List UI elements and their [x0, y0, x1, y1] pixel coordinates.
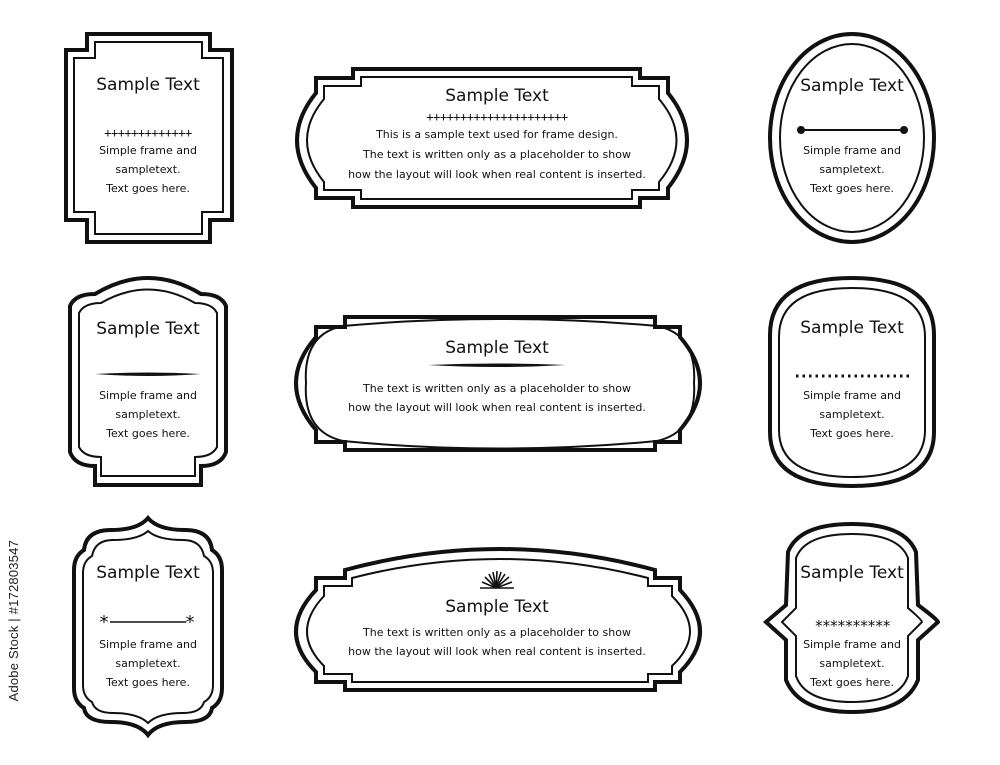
tapered-line-icon — [95, 373, 201, 377]
frame-3-line: Simple frame and — [803, 144, 901, 157]
frame-3-border — [770, 34, 934, 242]
frame-1-ornament: +++++++++++++ — [104, 126, 192, 140]
line-with-dots-icon — [797, 126, 908, 134]
frame-8-title: Sample Text — [445, 597, 549, 617]
frame-9-ornament: ********** — [814, 617, 890, 635]
frame-2-line: The text is written only as a placeholder to show — [363, 148, 631, 161]
frame-2-title: Sample Text — [445, 86, 549, 106]
frame-2-ornament: +++++++++++++++++++++ — [426, 110, 568, 124]
asterisk-line-icon — [100, 612, 195, 633]
frame-8-border — [296, 549, 700, 690]
frame-7-line: Simple frame and — [99, 638, 197, 651]
frame-9-title: Sample Text — [800, 563, 904, 583]
frame-4-title: Sample Text — [96, 319, 200, 339]
stock-id-label: Adobe Stock | #172803547 — [6, 540, 21, 702]
frame-1-line: sampletext. — [115, 163, 181, 176]
frame-5-title: Sample Text — [445, 338, 549, 358]
frame-2-line: This is a sample text used for frame design. — [376, 128, 618, 141]
svg-text:*: * — [99, 612, 109, 633]
frame-1-line: Text goes here. — [106, 182, 190, 195]
frame-3-line: Text goes here. — [810, 182, 894, 195]
sunburst-icon — [480, 571, 514, 588]
frame-4-border — [70, 278, 226, 485]
frame-7-line: Text goes here. — [106, 676, 190, 689]
frame-6-line: Text goes here. — [810, 427, 894, 440]
frame-3-title: Sample Text — [800, 76, 904, 96]
frame-4-line: Simple frame and — [99, 389, 197, 402]
tapered-line-icon — [428, 364, 566, 368]
svg-text:*: * — [185, 612, 195, 633]
frame-3-line: sampletext. — [819, 163, 885, 176]
frame-7-title: Sample Text — [96, 563, 200, 583]
frame-5-line: The text is written only as a placeholder to show — [363, 382, 631, 395]
frame-8-line: The text is written only as a placeholder to show — [363, 626, 631, 639]
frame-2-line: how the layout will look when real content is inserted. — [348, 168, 646, 181]
frame-9-line: sampletext. — [819, 657, 885, 670]
frame-1-title: Sample Text — [96, 75, 200, 95]
frame-6-line: Simple frame and — [803, 389, 901, 402]
frame-4-line: sampletext. — [115, 408, 181, 421]
frame-1-line: Simple frame and — [99, 144, 197, 157]
frame-4-line: Text goes here. — [106, 427, 190, 440]
frame-9-line: Text goes here. — [810, 676, 894, 689]
frame-7-border — [74, 518, 222, 735]
frame-7-line: sampletext. — [115, 657, 181, 670]
frame-6-title: Sample Text — [800, 318, 904, 338]
frame-6-border — [770, 278, 934, 486]
frame-9-line: Simple frame and — [803, 638, 901, 651]
frame-8-line: how the layout will look when real content is inserted. — [348, 645, 646, 658]
frame-6-line: sampletext. — [819, 408, 885, 421]
frame-5-line: how the layout will look when real content is inserted. — [348, 401, 646, 414]
